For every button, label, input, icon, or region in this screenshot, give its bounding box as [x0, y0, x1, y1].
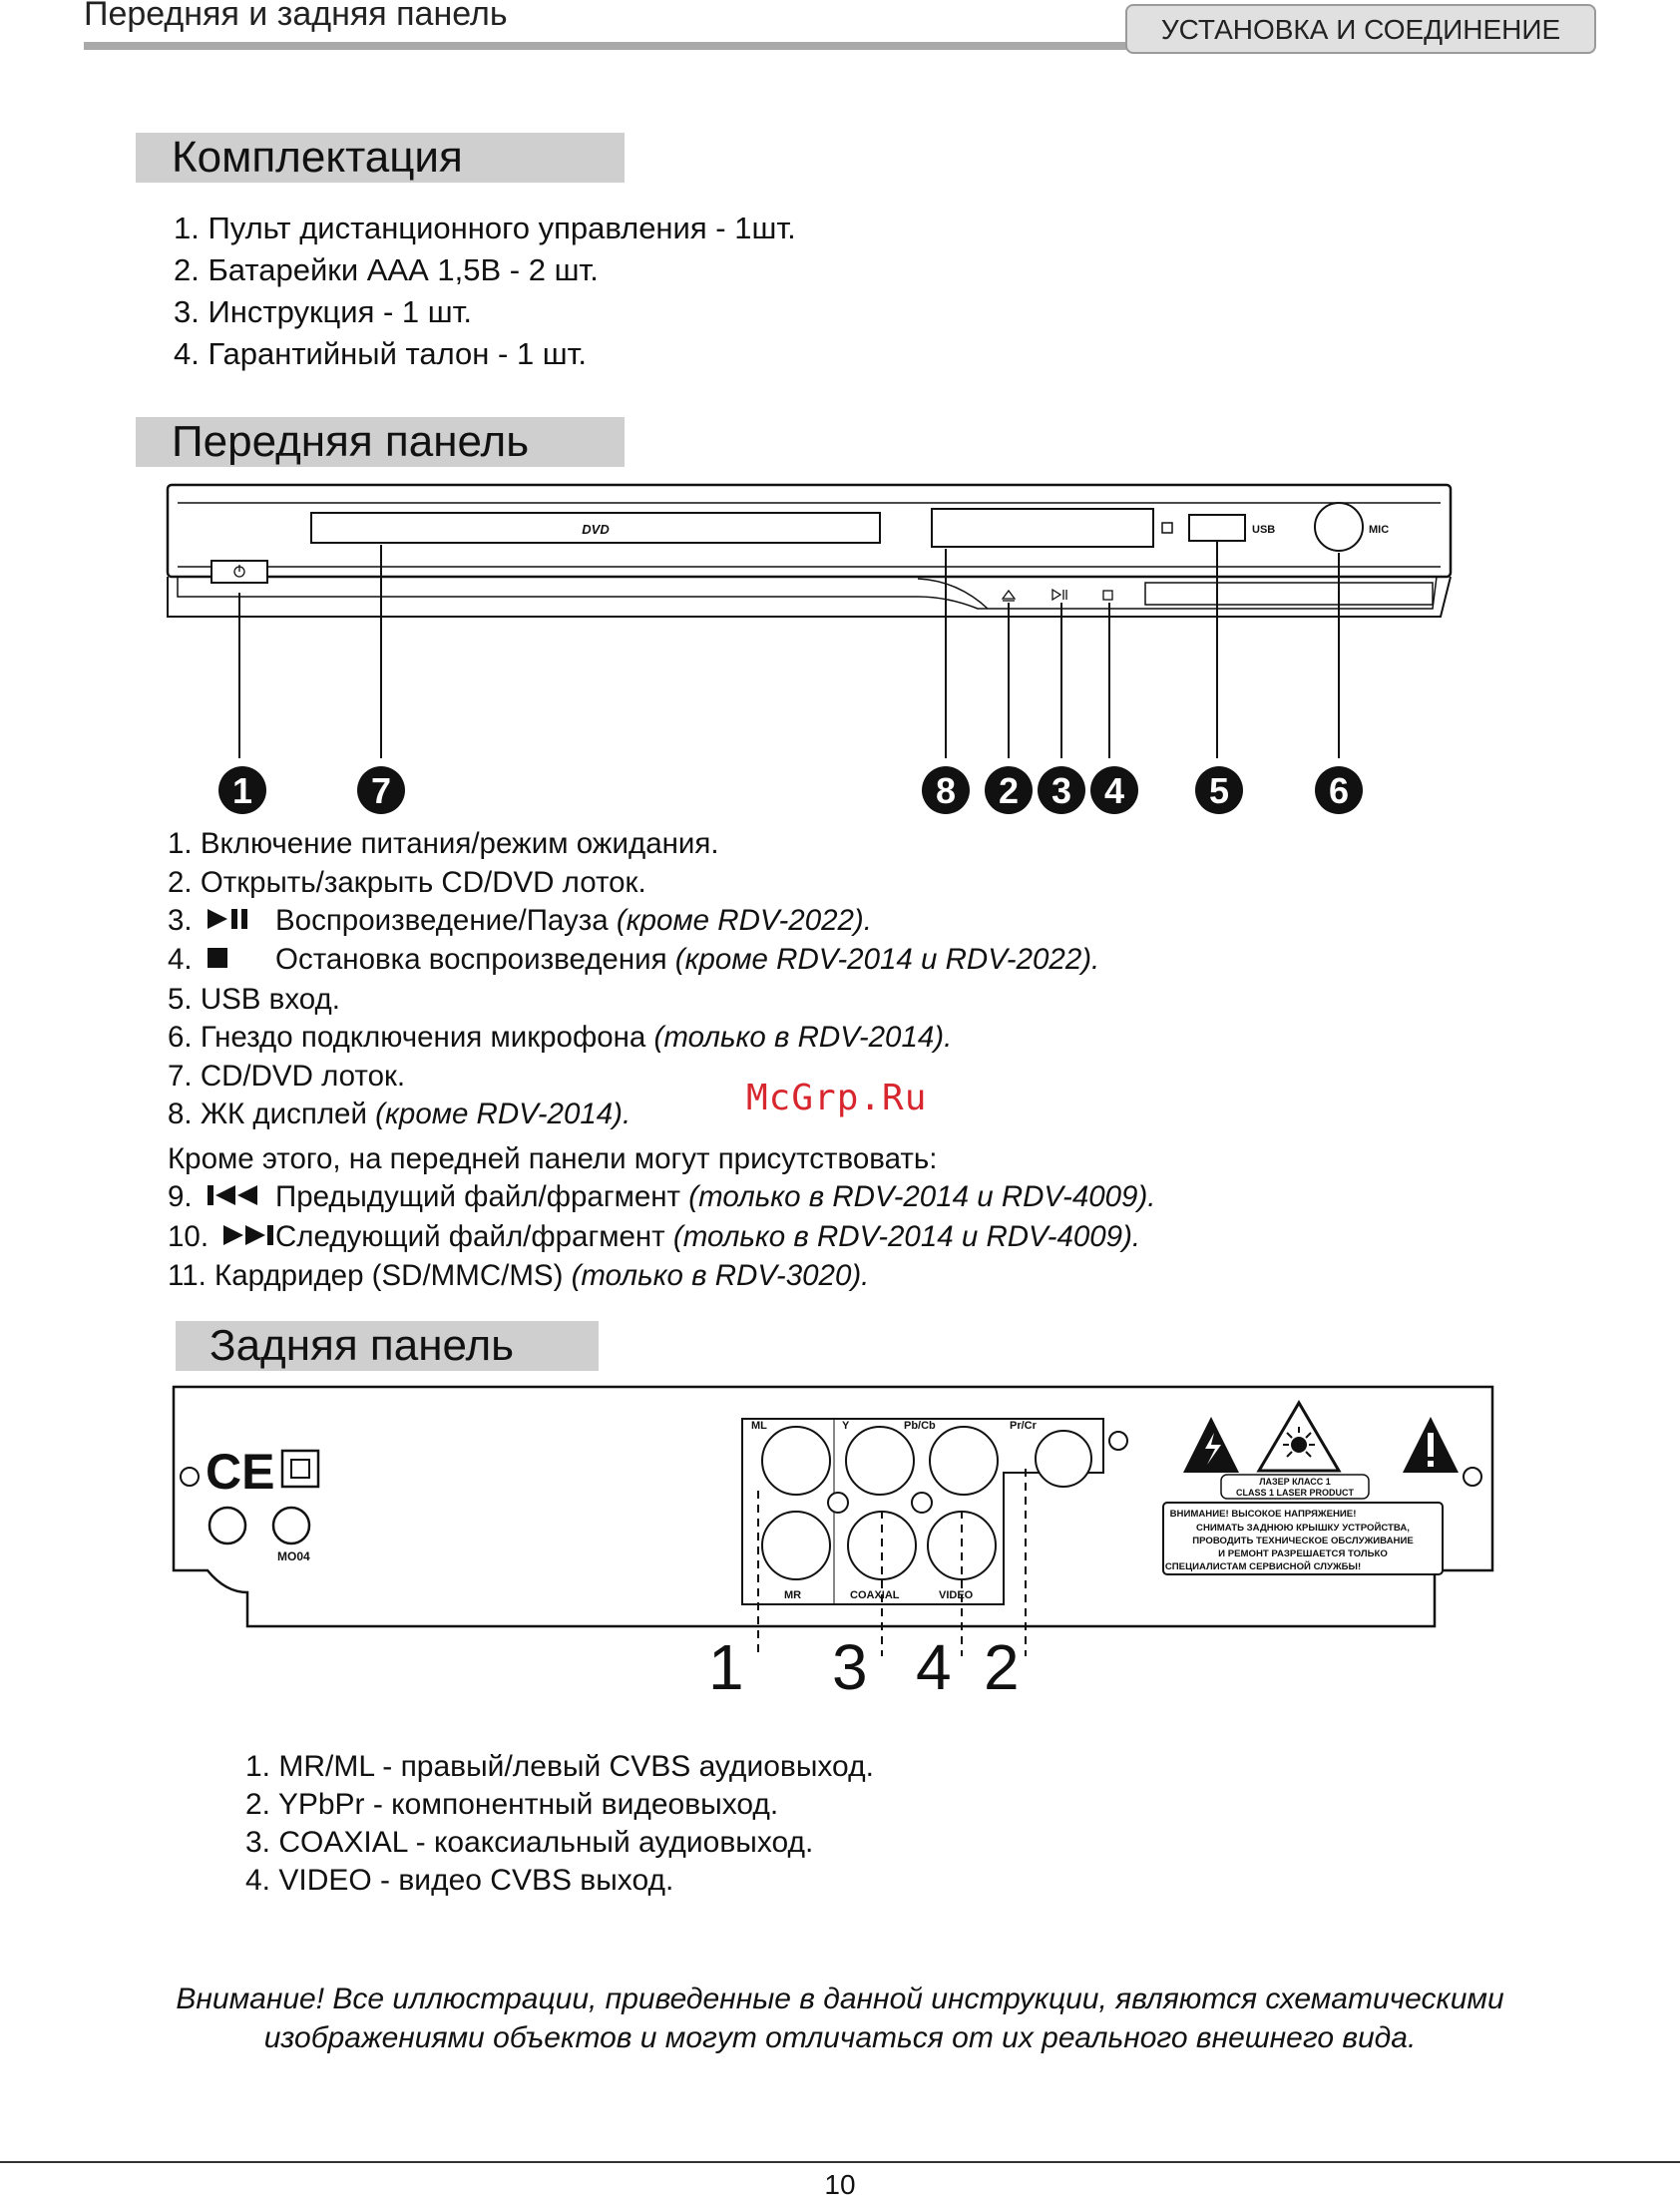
jack-label-pb: Pb/Cb	[904, 1420, 936, 1432]
footer-rule	[0, 2161, 1680, 2163]
callout-label: 7	[370, 770, 392, 811]
list-item: 1. MR/ML - правый/левый CVBS аудиовыход.	[245, 1750, 874, 1783]
disclaimer-line: изображениями объектов и могут отличаться от их реального внешнего вида.	[263, 2021, 1417, 2054]
jack-label-pr: Pr/Cr	[1010, 1420, 1037, 1432]
list-item: 2. Батарейки ААА 1,5В - 2 шт.	[174, 252, 599, 287]
ce-mark-icon: CE	[206, 1444, 275, 1500]
rear-callout: 1	[708, 1631, 744, 1703]
rear-callout: 4	[916, 1631, 952, 1703]
list-item: 4. Гарантийный талон - 1 шт.	[174, 336, 588, 371]
svg-text:ЛАЗЕР КЛАСС 1: ЛАЗЕР КЛАСС 1	[1259, 1477, 1331, 1487]
jack-label-ml: ML	[751, 1420, 767, 1432]
list-item: 6. Гнездо подключения микрофона (только в RDV-2014).	[168, 1021, 953, 1055]
jack-pr	[1036, 1431, 1091, 1487]
list-item: 8. ЖК дисплей (кроме RDV-2014).	[168, 1098, 631, 1131]
play-pause-icon	[206, 903, 275, 942]
stop-icon	[1103, 591, 1112, 600]
header-rule	[84, 42, 1131, 50]
usb-label: USB	[1252, 524, 1276, 536]
section-tag: УСТАНОВКА И СОЕДИНЕНИЕ	[1125, 4, 1596, 54]
eject-icon	[1003, 591, 1015, 599]
callout-label: 2	[998, 770, 1020, 811]
callout-label: 8	[935, 770, 957, 811]
jack-y	[846, 1427, 914, 1495]
jack-label-video: VIDEO	[939, 1589, 974, 1601]
svg-text:И РЕМОНТ РАЗРЕШАЕТСЯ: И РЕМОНТ РАЗРЕШАЕТСЯ ТОЛЬКО	[1218, 1548, 1388, 1559]
list-item: 11. Кардридер (SD/MMC/MS) (только в RDV-3020).	[168, 1259, 870, 1293]
lcd-display	[932, 509, 1153, 547]
svg-text:СПЕЦИАЛИСТАМ СЕРВИСНОЙ СЛУЖБЫ!: СПЕЦИАЛИСТАМ СЕРВИСНОЙ СЛУЖБЫ!	[1164, 1561, 1362, 1572]
screw-hole	[1109, 1432, 1127, 1450]
extra-intro: Кроме этого, на передней панели могут присутствовать:	[168, 1141, 938, 1175]
stop-icon	[206, 942, 275, 981]
watermark: McGrp.Ru	[746, 1078, 928, 1118]
rear-list	[245, 1748, 874, 1900]
svg-text:ВНИМАНИЕ! ВЫСОКОЕ НАПРЯЖЕНИЕ!: ВНИМАНИЕ! ВЫСОКОЕ НАПРЯЖЕНИЕ!	[1169, 1509, 1357, 1520]
list-item: 4. Остановка воспроизведения (кроме RDV-2014 и RDV-2022).	[168, 941, 1155, 980]
callout-label: 6	[1328, 770, 1350, 811]
jack-label-y: Y	[842, 1420, 850, 1432]
callout-label: 5	[1208, 770, 1230, 811]
page-number: 10	[824, 2169, 856, 2200]
list-item: 5. USB вход.	[168, 982, 340, 1016]
jack-pb	[930, 1427, 998, 1495]
callout-label: 4	[1103, 770, 1125, 811]
jack-mr	[762, 1512, 830, 1579]
package-list	[174, 208, 796, 375]
callout-label: 1	[231, 770, 253, 811]
previous-track-icon	[206, 1179, 275, 1218]
list-item: 7. CD/DVD лоток.	[168, 1059, 406, 1093]
svg-text:СНИМАТЬ ЗАДНЮЮ КРЫШКУ УСТРОЙ: СНИМАТЬ ЗАДНЮЮ КРЫШКУ УСТРОЙСТВА,	[1196, 1523, 1410, 1534]
rear-callout: 2	[984, 1631, 1020, 1703]
dvd-logo: DVD	[582, 522, 610, 537]
jack-ml	[762, 1427, 830, 1495]
list-item: 2. YPbPr - компонентный видеовыход.	[245, 1788, 779, 1821]
front-list	[168, 825, 1155, 1296]
page-header-title: Передняя и задняя панель	[84, 0, 508, 33]
jack-label-mr: MR	[784, 1589, 802, 1601]
jack-label-coaxial: COAXIAL	[850, 1589, 900, 1601]
rear-heading: Задняя панель	[210, 1321, 515, 1370]
svg-text:CLASS 1 LASER PRODUCT: CLASS 1 LASER PRODUCT	[1235, 1488, 1355, 1498]
front-heading: Передняя панель	[172, 417, 530, 466]
list-item: 3. Воспроизведение/Пауза (кроме RDV-2022).	[168, 902, 1155, 941]
list-item: 1. Включение питания/режим ожидания.	[168, 827, 719, 860]
list-item: 9. Предыдущий файл/фрагмент (только в RDV-2014 и RDV-4009).	[168, 1178, 1155, 1217]
rear-callout: 3	[832, 1631, 868, 1703]
list-item: 10. Следующий файл/фрагмент (только в RDV-2014 и RDV-4009).	[168, 1218, 1155, 1257]
usb-port	[1189, 515, 1245, 541]
svg-text:ПРОВОДИТЬ ТЕХНИЧЕСКОЕ ОБСЛУЖИВ: ПРОВОДИТЬ ТЕХНИЧЕСКОЕ ОБСЛУЖИВАНИЕ	[1192, 1536, 1414, 1546]
cert-code: МО04	[277, 1549, 310, 1563]
mic-jack	[1315, 503, 1363, 551]
list-item: 3. COAXIAL - коаксиальный аудиовыход.	[245, 1826, 814, 1859]
mic-label: MIC	[1369, 524, 1390, 536]
disclaimer	[0, 1980, 1680, 2057]
list-item: 2. Открыть/закрыть CD/DVD лоток.	[168, 865, 646, 899]
list-item: 1. Пульт дистанционного управления - 1шт.	[174, 211, 796, 245]
list-item: 3. Инструкция - 1 шт.	[174, 294, 473, 329]
list-item: 4. VIDEO - видео CVBS выход.	[245, 1864, 674, 1897]
front-panel-diagram	[160, 477, 1467, 826]
disclaimer-line: Внимание! Все иллюстрации, приведенные в данной инструкции, являются схематическими	[176, 1982, 1504, 2015]
callout-label: 3	[1050, 770, 1072, 811]
play-pause-icon	[1052, 590, 1060, 600]
next-track-icon	[221, 1219, 275, 1258]
package-heading: Комплектация	[172, 133, 463, 182]
